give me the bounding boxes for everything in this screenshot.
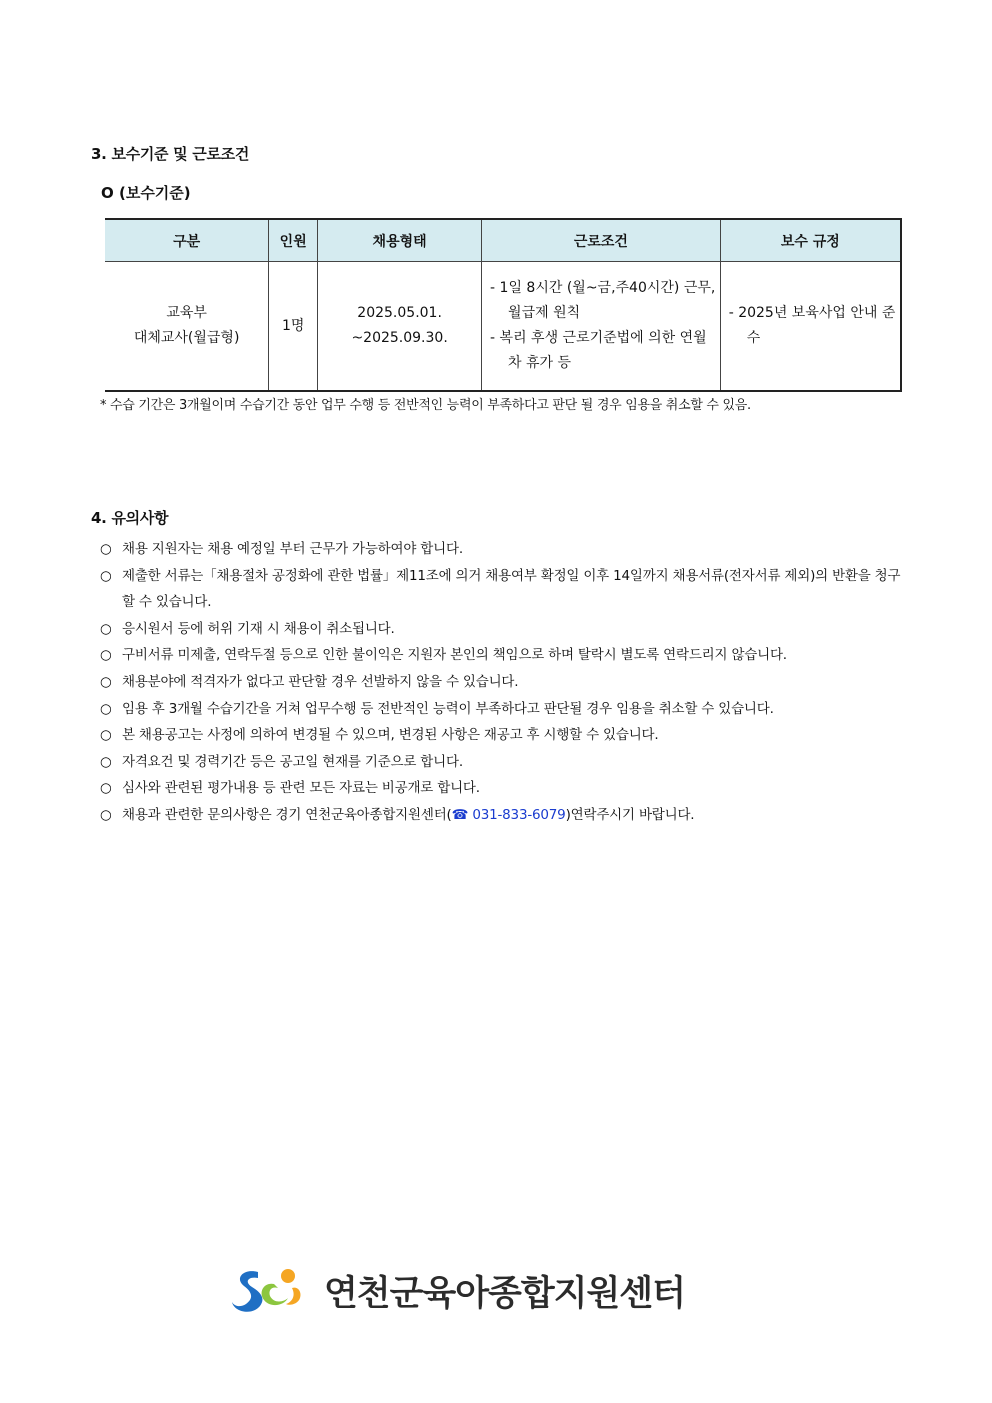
pay-rule-cell <box>720 262 901 392</box>
pay-standard-table <box>105 218 902 392</box>
phone-number[interactable]: ☎ 031-833-6079 <box>451 806 566 823</box>
category-line: 대체교사(월급형) <box>133 330 240 346</box>
list-item <box>100 749 912 776</box>
section-3-title: 3. 보수기준 및 근로조건 <box>91 145 250 163</box>
list-item <box>100 775 912 802</box>
list-item <box>100 642 912 669</box>
list-item-text: 제출한 서류는「채용절차 공정화에 관한 법률」제11조에 의거 채용여부 확정일 이후 14일까지 채용서류(전자서류 제외)의 반환을 청구할 수 있습니다. <box>122 567 901 611</box>
circle-bullet-icon: ○ <box>100 727 112 744</box>
list-item <box>100 669 912 696</box>
table-header-row <box>105 219 901 262</box>
circle-bullet-icon: ○ <box>100 541 112 557</box>
category-cell <box>105 262 269 392</box>
list-item <box>100 802 912 829</box>
category-line: 교육부 <box>166 305 207 321</box>
circle-bullet-icon: ○ <box>100 647 112 664</box>
condition-item: - 복리 후생 근로기준법에 의한 연월차 휴가 등 <box>490 330 707 371</box>
condition-item: - 1일 8시간 (월~금,주40시간) 근무, 월급제 원칙 <box>490 280 716 321</box>
list-item <box>100 616 912 643</box>
list-item-text: 심사와 관련된 평가내용 등 관련 모든 자료는 비공개로 합니다. <box>122 780 480 797</box>
center-logo <box>230 1262 700 1318</box>
list-item-text: 본 채용공고는 사정에 의하여 변경될 수 있으며, 변경된 사항은 재공고 후 시행할 수 있습니다. <box>122 727 659 744</box>
count-cell: 1명 <box>269 262 318 392</box>
period-end: ~2025.09.30. <box>351 330 448 346</box>
list-item-text: 구비서류 미제출, 연락두절 등으로 인한 불이익은 지원자 본인의 책임으로 하며 탈락시 별도록 연락드리지 않습니다. <box>122 647 787 664</box>
list-item <box>100 563 912 616</box>
table-header: 보수 규정 <box>720 219 901 262</box>
list-item <box>100 722 912 749</box>
table-row <box>105 262 901 392</box>
circle-bullet-icon: ○ <box>100 567 112 584</box>
circle-bullet-icon: ○ <box>100 620 112 637</box>
list-item-text: 자격요건 및 경력기간 등은 공고일 현재를 기준으로 합니다. <box>122 753 463 770</box>
notice-list <box>100 536 912 829</box>
table-header: 채용형태 <box>318 219 482 262</box>
list-item <box>100 696 912 723</box>
list-item-text: 응시원서 등에 허위 기재 시 채용이 취소됩니다. <box>122 620 395 637</box>
table-header: 근로조건 <box>482 219 721 262</box>
center-logo-text: 연천군육아종합지원센터 <box>324 1274 685 1314</box>
section-4-title: 4. 유의사항 <box>91 509 169 527</box>
list-item-text: 채용 지원자는 채용 예정일 부터 근무가 가능하여야 합니다. <box>122 541 463 557</box>
circle-bullet-icon: ○ <box>100 780 112 797</box>
circle-bullet-icon: ○ <box>100 673 112 690</box>
period-start: 2025.05.01. <box>357 305 442 321</box>
center-logo-mark-icon <box>230 1262 322 1318</box>
circle-bullet-icon: ○ <box>100 700 112 717</box>
table-header: 구분 <box>105 219 269 262</box>
probation-note: * 수습 기간은 3개월이며 수습기간 동안 업무 수행 등 전반적인 능력이 부족하다고 판단 될 경우 임용을 취소할 수 있음. <box>100 398 751 413</box>
list-item-text: 채용분야에 적격자가 없다고 판단할 경우 선발하지 않을 수 있습니다. <box>122 673 519 690</box>
list-item <box>100 536 912 563</box>
contact-suffix: )연락주시기 바랍니다. <box>565 806 695 823</box>
contact-prefix: 채용과 관련한 문의사항은 경기 연천군육아종합지원센터( <box>122 806 452 823</box>
conditions-cell <box>482 262 721 392</box>
circle-bullet-icon: ○ <box>100 753 112 770</box>
period-cell <box>318 262 482 392</box>
pay-rule-item: - 2025년 보육사업 안내 준수 <box>728 305 896 346</box>
pay-standard-subtitle: O (보수기준) <box>101 184 191 202</box>
list-item-text: 임용 후 3개월 수습기간을 거쳐 업무수행 등 전반적인 능력이 부족하다고 판단될 경우 임용을 취소할 수 있습니다. <box>122 700 774 717</box>
circle-bullet-icon: ○ <box>100 806 112 823</box>
table-header: 인원 <box>269 219 318 262</box>
